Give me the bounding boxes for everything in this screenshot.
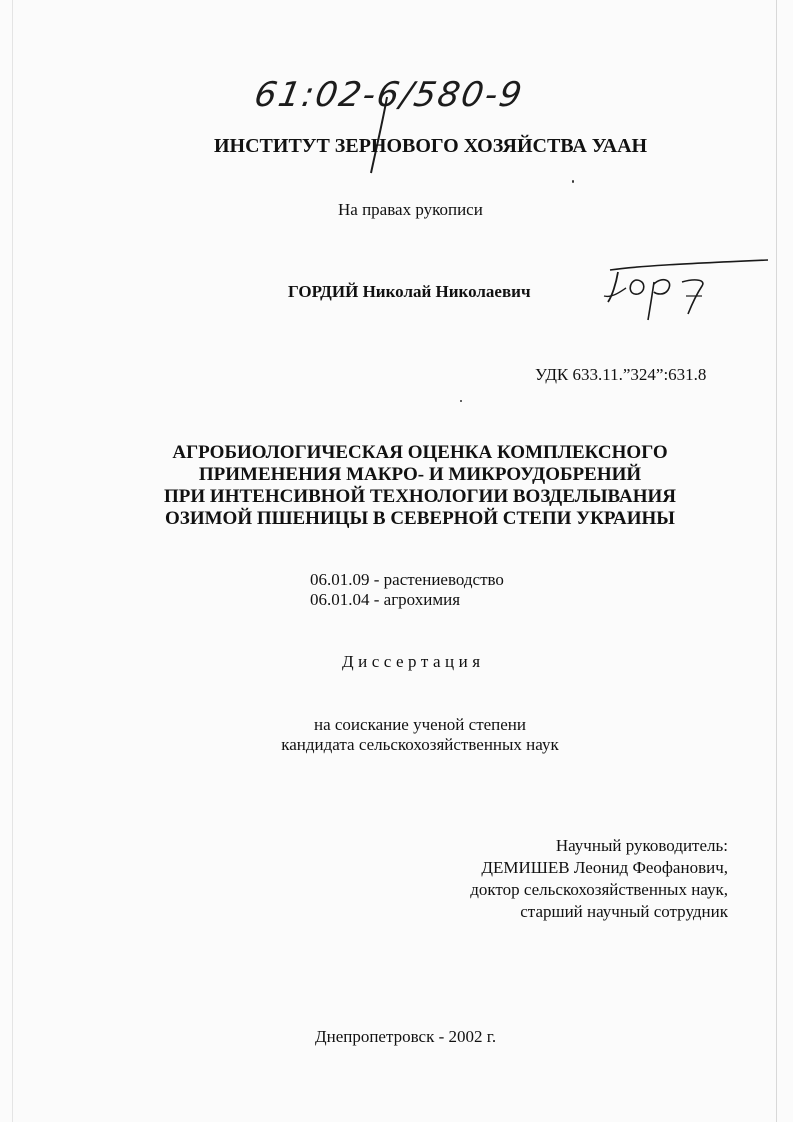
supervisor-line: доктор сельскохозяйственных наук, [470,880,728,899]
document-type: Диссертация [342,652,485,671]
degree-sought [230,715,610,755]
scientific-supervisor [400,835,728,923]
title-line: ПРИ ИНТЕНСИВНОЙ ТЕХНОЛОГИИ ВОЗДЕЛЫВАНИЯ [164,486,676,507]
supervisor-line: ДЕМИШЕВ Леонид Феофанович, [481,858,728,877]
specialties [310,570,504,610]
scan-speck [572,180,574,183]
author-surname: ГОРДИЙ [288,282,359,301]
specialty-line: 06.01.04 - агрохимия [310,590,461,609]
scan-edge-left [12,0,13,1122]
rights-note: На правах рукописи [338,200,483,219]
supervisor-line: Научный руководитель: [555,836,728,855]
scan-speck [460,400,462,402]
handwritten-catalog-number: 61:02-6/580-9 [251,75,527,115]
supervisor-line: старший научный сотрудник [520,902,728,921]
title-line: АГРОБИОЛОГИЧЕСКАЯ ОЦЕНКА КОМПЛЕКСНОГО [172,442,668,463]
title-line: ОЗИМОЙ ПШЕНИЦЫ В СЕВЕРНОЙ СТЕПИ УКРАИНЫ [165,508,675,529]
author-name [288,282,531,302]
institute-name: ИНСТИТУТ ЗЕРНОВОГО ХОЗЯЙСТВА УААН [214,135,648,157]
scan-edge-right [776,0,777,1122]
degree-line: кандидата сельскохозяйственных наук [281,735,559,754]
author-signature [598,252,773,322]
udc-code: УДК 633.11.”324”:631.8 [535,365,707,384]
dissertation-title [160,442,680,530]
specialty-line: 06.01.09 - растениеводство [310,570,504,589]
author-given-names: Николай Николаевич [362,282,531,301]
title-line: ПРИМЕНЕНИЯ МАКРО- И МИКРОУДОБРЕНИЙ [198,464,642,485]
city-year: Днепропетровск - 2002 г. [315,1027,497,1046]
degree-line: на соискание ученой степени [313,715,527,734]
